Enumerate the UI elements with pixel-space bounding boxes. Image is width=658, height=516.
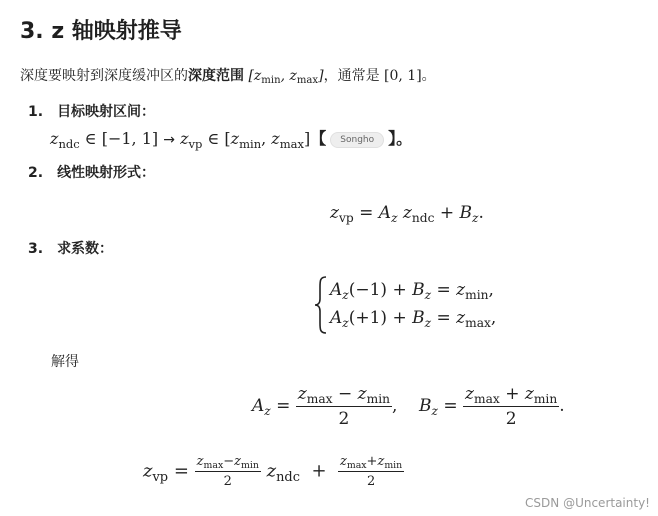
coefficient-solution: $A_z$ = $\frac{z_{max} - z_{min}}{2}$ , $B_z$ = $\frac{z_{max} + z_{min}}{2}$ . xyxy=(252,384,565,429)
final-fraction-a: $\frac{z_{max}-z_{min}}{2}$ xyxy=(196,454,259,489)
intro-middle: ，通常是 xyxy=(323,68,380,84)
bz-fraction: $\frac{z_{max} + z_{min}}{2}$ xyxy=(465,384,558,429)
watermark: CSDN @Uncertainty! xyxy=(525,496,650,510)
section-heading: 3. z 轴映射推导 xyxy=(20,19,182,44)
linear-map-equation: $z_{vp} = A_z$ $z_{ndc} + B_z$. xyxy=(330,203,484,225)
intro-suffix: 。 xyxy=(421,68,436,84)
step-2-header xyxy=(28,162,155,182)
close-bracket: 】。 xyxy=(388,129,413,148)
solve-label: 解得 xyxy=(51,354,79,370)
open-bracket: 【 xyxy=(310,129,327,148)
step-label: 线性映射形式： xyxy=(57,165,156,181)
final-fraction-b: $\frac{z_{max}+z_{min}}{2}$ xyxy=(339,454,403,489)
final-formula: $z_{vp}$ = $\frac{z_{max}-z_{min}}{2}$ $z_{ndc}$ + $\frac{z_{max}+z_{min}}{2}$ xyxy=(143,454,403,489)
step-label: 目标映射区间： xyxy=(57,104,156,120)
unit-interval-formula: [0, 1] xyxy=(384,68,422,84)
az-fraction: $\frac{z_{max} - z_{min}}{2}$ xyxy=(297,384,390,429)
intro-prefix: 深度要映射到深度缓冲区的 xyxy=(20,68,188,84)
step-number: 3. xyxy=(28,241,44,257)
step-3-header xyxy=(28,238,113,258)
step-label: 求系数： xyxy=(57,241,114,257)
intro-paragraph xyxy=(20,65,436,85)
target-interval-formula: $z_{ndc}$ ∈ [−1, $1] \to z_{vp}$ ∈ [$z_{min}$, $z_{max}$]【 Songho 】。 xyxy=(50,129,413,151)
step-number: 1. xyxy=(28,104,44,120)
system-equation-2: $A_z(+1) + B_z = z_{max}$, xyxy=(330,308,497,330)
depth-range-formula: [$z_{min}$, $z_{max}$] xyxy=(248,68,324,87)
left-brace-icon xyxy=(313,275,329,335)
source-tag[interactable]: Songho xyxy=(330,132,384,148)
step-1-header xyxy=(28,101,155,121)
step-number: 2. xyxy=(28,165,44,181)
system-equation-1: $A_z(-1) + B_z = z_{min}$, xyxy=(330,280,494,302)
intro-strong: 深度范围 xyxy=(188,68,244,84)
